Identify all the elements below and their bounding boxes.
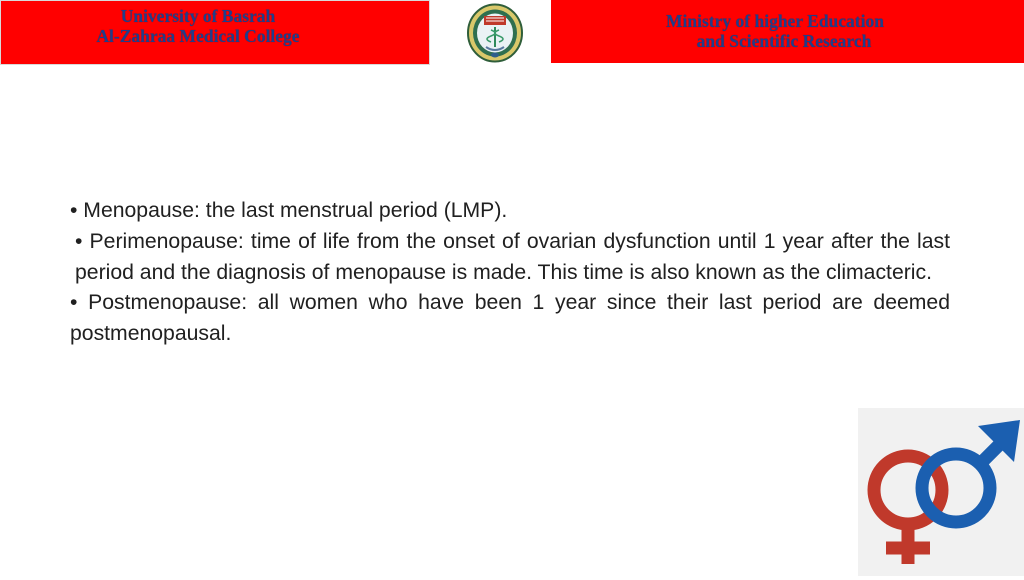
college-name: Al-Zahraa Medical College	[96, 26, 300, 46]
bullet-postmenopause: • Postmenopause: all women who have been 1 year since their last period are deemed postmenopausal.	[70, 291, 950, 346]
college-seal-icon	[466, 3, 524, 63]
header-banner-left	[0, 0, 430, 65]
university-title	[63, 6, 333, 46]
university-name: University of Basrah	[120, 6, 276, 26]
bullet-perimenopause: • Perimenopause: time of life from the onset of ovarian dysfunction until 1 year after the last period and the diagnosis of menopause is made. This time is also known as the climacteric.	[75, 229, 950, 284]
gender-symbols-icon	[858, 408, 1024, 576]
ministry-line-2: and Scientific Research	[696, 31, 872, 51]
bullet-menopause: • Menopause: the last menstrual period (LMP).	[70, 199, 508, 222]
header-banner-right	[551, 0, 1024, 63]
ministry-title	[625, 11, 925, 51]
slide-body-text	[70, 196, 950, 350]
ministry-line-1: Ministry of higher Education	[666, 11, 884, 31]
